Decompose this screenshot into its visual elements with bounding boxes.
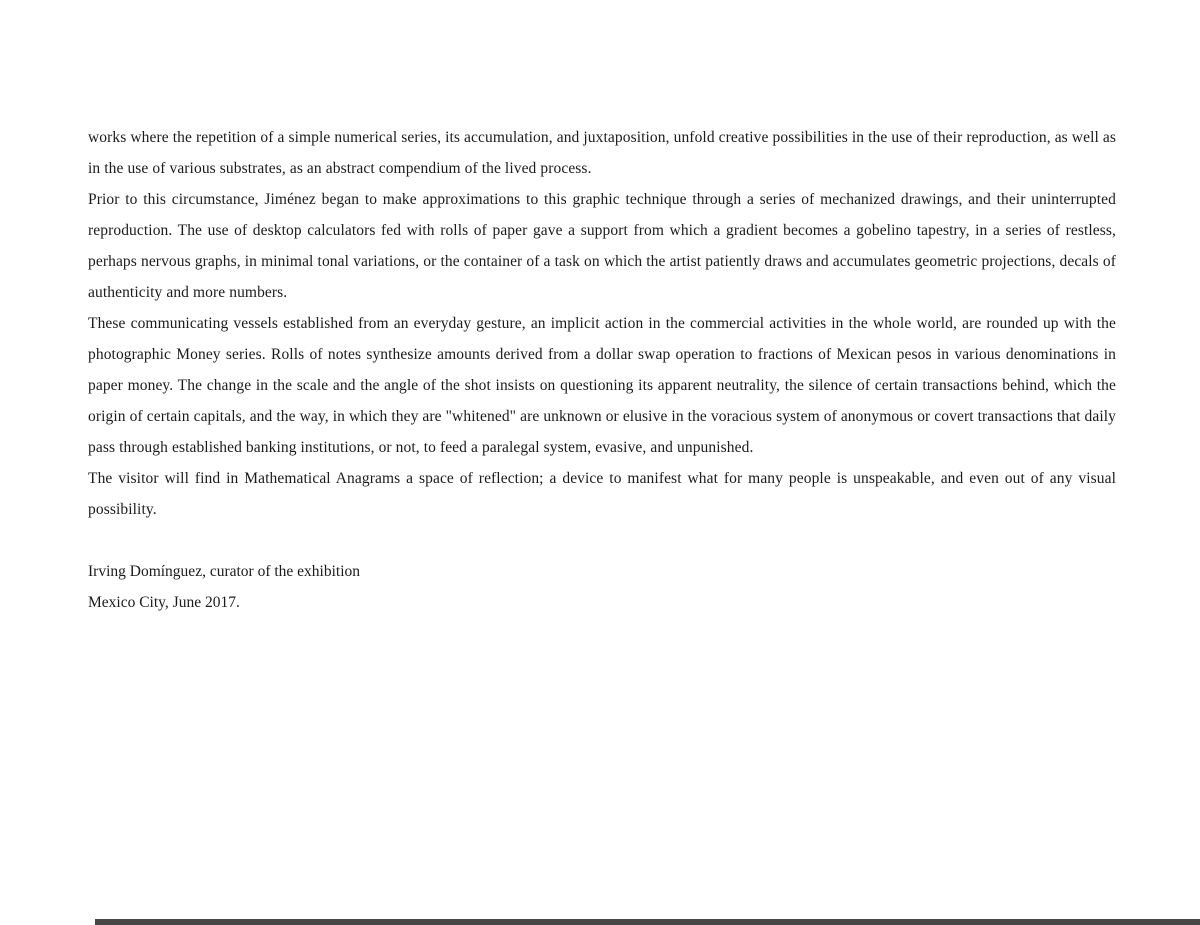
signature-block [88,556,1116,618]
essay-paragraph: These communicating vessels established from an everyday gesture, an implicit action in the commercial activities in the whole world, are rounded up with the photographic Money series. Rolls of notes synthesize amounts derived from a dollar swap operation to fractions of Mexican pesos in various denominations in paper money. The change in the scale and the angle of the shot insists on questioning its apparent neutrality, the silence of certain transactions behind, which the origin of certain capitals, and the way, in which they are "whitened" are unknown or elusive in the voracious system of anonymous or covert transactions that daily pass through established banking institutions, or not, to feed a paralegal system, evasive, and unpunished. [88,315,1116,456]
document-page [88,122,1116,618]
signature-curator: Irving Domínguez, curator of the exhibition [88,563,361,580]
essay-paragraph: The visitor will find in Mathematical Anagrams a space of reflection; a device to manifest what for many people is unspeakable, and even out of any visual possibility. [88,470,1116,518]
essay-paragraph: Prior to this circumstance, Jiménez began to make approximations to this graphic technique through a series of mechanized drawings, and their uninterrupted reproduction. The use of desktop calculators fed with rolls of paper gave a support from which a gradient becomes a gobelino tapestry, in a series of restless, perhaps nervous graphs, in minimal tonal variations, or the container of a task on which the artist patiently draws and accumulates geometric projections, decals of authenticity and more numbers. [88,191,1116,301]
next-page-edge [95,919,1200,925]
essay-paragraph: works where the repetition of a simple numerical series, its accumulation, and juxtaposition, unfold creative possibilities in the use of their reproduction, as well as in the use of various substrates, as an abstract compendium of the lived process. [88,129,1116,177]
signature-place-date: Mexico City, June 2017. [88,594,240,611]
